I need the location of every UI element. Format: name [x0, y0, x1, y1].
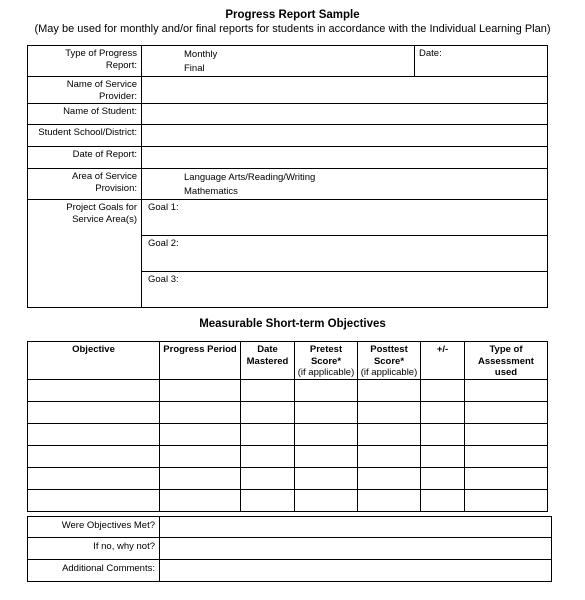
col-progress-period: Progress Period [160, 342, 241, 380]
table-row[interactable] [28, 379, 548, 401]
service-provider-label: Name of Service Provider: [28, 77, 142, 104]
table-cell[interactable] [421, 467, 465, 489]
table-cell[interactable] [421, 445, 465, 467]
table-row[interactable] [28, 423, 548, 445]
goal-1-label: Goal 1: [148, 202, 179, 213]
table-cell[interactable] [28, 445, 160, 467]
col-posttest [358, 342, 421, 380]
table-cell[interactable] [28, 423, 160, 445]
table-cell[interactable] [295, 467, 358, 489]
date-label: Date: [419, 48, 442, 59]
page-subtitle: (May be used for monthly and/or final reports for students in accordance with the Individual Learning Plan) [34, 23, 551, 35]
table-cell[interactable] [421, 489, 465, 511]
table-cell[interactable] [241, 401, 295, 423]
student-name-field[interactable] [142, 104, 548, 125]
table-cell[interactable] [241, 445, 295, 467]
table-cell[interactable] [465, 445, 548, 467]
report-type-label: Type of Progress Report: [28, 46, 142, 77]
col-posttest-note: (if applicable) [360, 367, 418, 378]
table-cell[interactable] [295, 445, 358, 467]
table-cell[interactable] [28, 489, 160, 511]
service-area-label: Area of Service Provision: [28, 169, 142, 200]
table-cell[interactable] [295, 423, 358, 445]
table-row[interactable] [28, 401, 548, 423]
col-plus-minus: +/- [421, 342, 465, 380]
table-cell[interactable] [358, 379, 421, 401]
table-cell[interactable] [465, 423, 548, 445]
table-cell[interactable] [358, 445, 421, 467]
col-pretest-note: (if applicable) [297, 367, 355, 378]
table-cell[interactable] [160, 401, 241, 423]
table-cell[interactable] [28, 379, 160, 401]
table-cell[interactable] [358, 423, 421, 445]
goal-1-field[interactable] [142, 200, 548, 236]
col-pretest-label: Pretest Score* [309, 344, 343, 367]
goal-2-label: Goal 2: [148, 238, 179, 249]
table-cell[interactable] [421, 379, 465, 401]
additional-comments-field[interactable] [160, 560, 552, 582]
objectives-met-label: Were Objectives Met? [28, 517, 160, 538]
objectives-section-title: Measurable Short-term Objectives [199, 318, 386, 330]
report-date-field[interactable] [142, 147, 548, 169]
why-not-label: If no, why not? [28, 538, 160, 560]
goal-3-field[interactable] [142, 272, 548, 308]
table-cell[interactable] [358, 489, 421, 511]
table-row[interactable] [28, 445, 548, 467]
table-cell[interactable] [421, 423, 465, 445]
why-not-field[interactable] [160, 538, 552, 560]
table-cell[interactable] [160, 489, 241, 511]
table-cell[interactable] [160, 467, 241, 489]
project-goals-label: Project Goals for Service Area(s) [28, 200, 142, 308]
option-mathematics[interactable]: Mathematics [184, 186, 238, 197]
report-type-options[interactable] [142, 46, 415, 77]
objectives-header-row [28, 342, 548, 380]
page-title: Progress Report Sample [225, 9, 360, 21]
table-cell[interactable] [295, 401, 358, 423]
service-provider-field[interactable] [142, 77, 548, 104]
table-cell[interactable] [295, 379, 358, 401]
table-cell[interactable] [28, 467, 160, 489]
report-info-table [27, 45, 548, 308]
table-cell[interactable] [421, 401, 465, 423]
goal-2-field[interactable] [142, 236, 548, 272]
table-cell[interactable] [241, 423, 295, 445]
table-row[interactable] [28, 489, 548, 511]
objectives-table [27, 341, 548, 512]
goal-3-label: Goal 3: [148, 274, 179, 285]
table-cell[interactable] [465, 379, 548, 401]
option-language-arts[interactable]: Language Arts/Reading/Writing [184, 172, 316, 183]
option-final[interactable]: Final [184, 63, 205, 74]
table-cell[interactable] [241, 489, 295, 511]
table-cell[interactable] [465, 489, 548, 511]
school-district-field[interactable] [142, 125, 548, 147]
option-monthly[interactable]: Monthly [184, 49, 218, 60]
table-row[interactable] [28, 467, 548, 489]
table-cell[interactable] [160, 379, 241, 401]
objectives-review-table [27, 516, 552, 582]
table-cell[interactable] [295, 489, 358, 511]
table-cell[interactable] [358, 467, 421, 489]
report-date-label: Date of Report: [28, 147, 142, 169]
col-posttest-label: Posttest Score* [370, 344, 408, 367]
table-cell[interactable] [160, 423, 241, 445]
table-cell[interactable] [241, 379, 295, 401]
school-district-label: Student School/District: [28, 125, 142, 147]
table-cell[interactable] [28, 401, 160, 423]
table-cell[interactable] [160, 445, 241, 467]
student-name-label: Name of Student: [28, 104, 142, 125]
table-cell[interactable] [241, 467, 295, 489]
col-assessment-type: Type of Assessment used [465, 342, 548, 380]
table-cell[interactable] [465, 401, 548, 423]
table-cell[interactable] [465, 467, 548, 489]
col-pretest [295, 342, 358, 380]
objectives-met-field[interactable] [160, 517, 552, 538]
additional-comments-label: Additional Comments: [28, 560, 160, 582]
date-field[interactable] [415, 46, 548, 77]
service-area-options[interactable] [142, 169, 548, 200]
col-date-mastered: Date Mastered [241, 342, 295, 380]
table-cell[interactable] [358, 401, 421, 423]
col-objective: Objective [28, 342, 160, 380]
